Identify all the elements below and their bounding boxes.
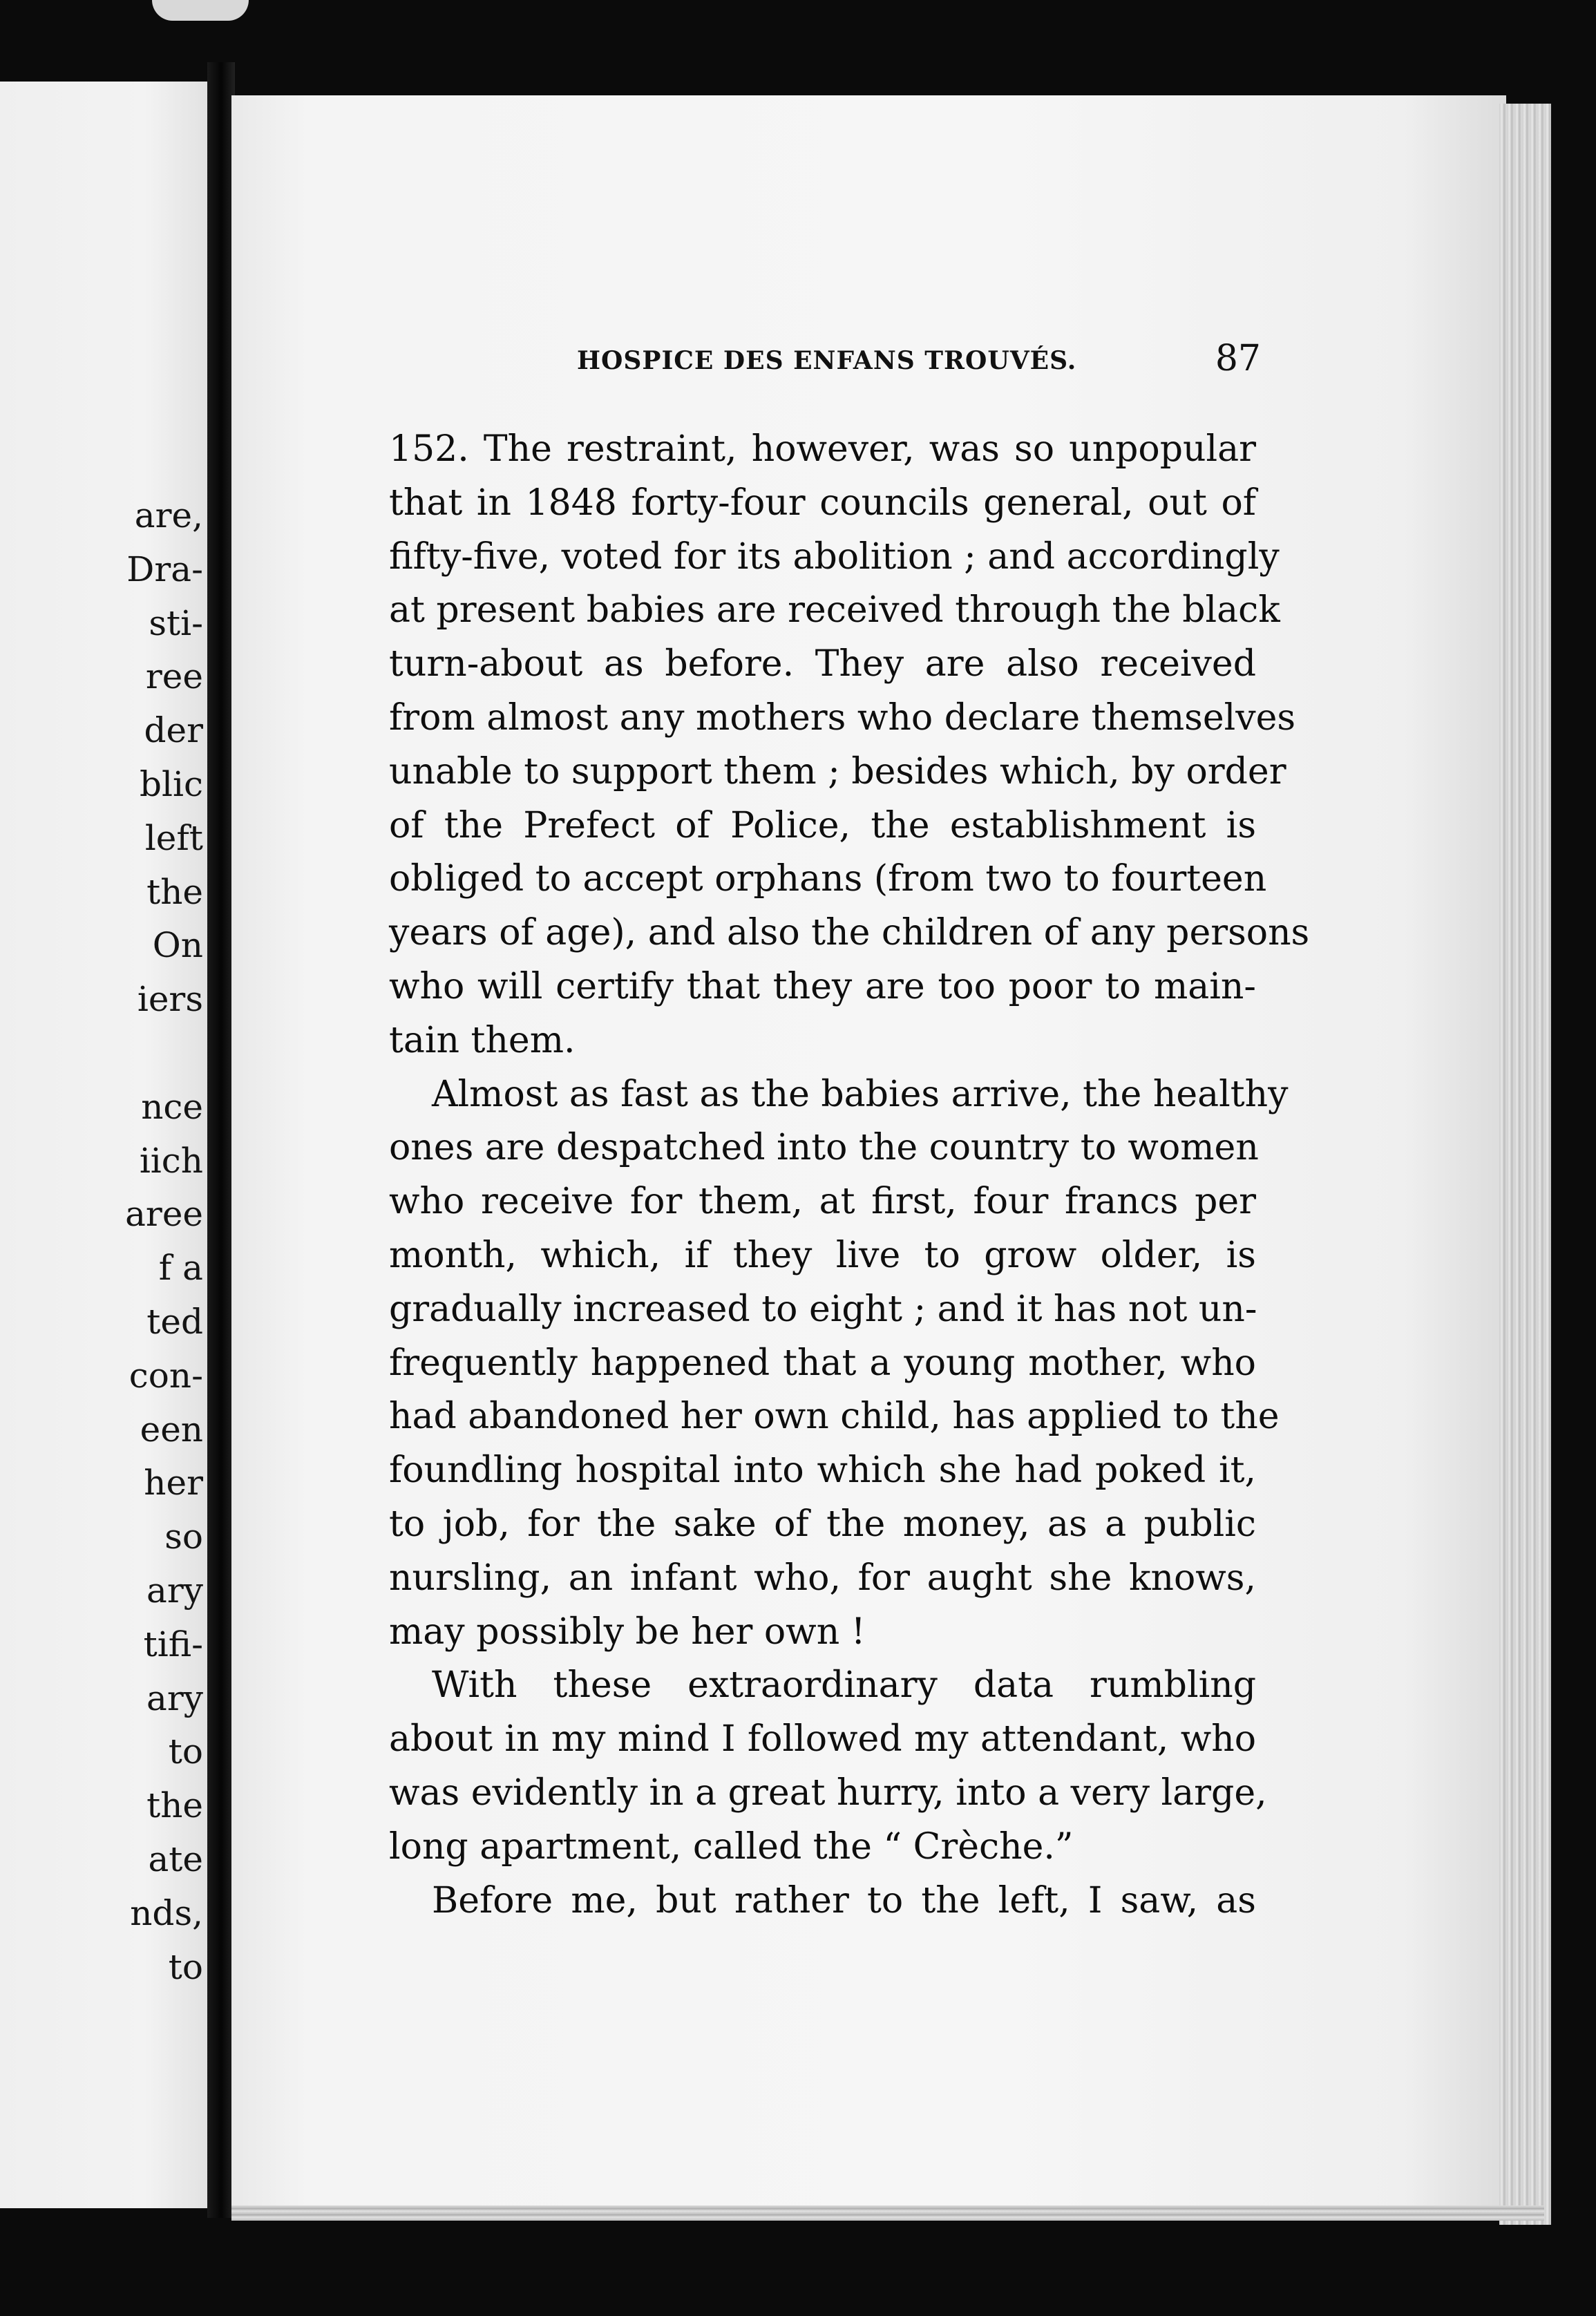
- facing-line: ted: [146, 1301, 203, 1342]
- text-line: 152. The restraint, however, was so unpopular: [389, 428, 1256, 470]
- facing-line: to: [168, 1946, 203, 1987]
- text-line: who will certify that they are too poor to main-: [389, 965, 1256, 1007]
- facing-line: nds,: [130, 1892, 203, 1933]
- facing-line: ary: [146, 1678, 203, 1718]
- facing-line: blic: [140, 763, 203, 804]
- facing-line: nce: [141, 1086, 203, 1127]
- body-text: [389, 423, 1310, 1928]
- running-head: HOSPICE DES ENFANS TROUVÉS.: [577, 346, 1077, 375]
- text-line: month, which, if they live to grow older, is: [389, 1234, 1256, 1276]
- facing-line: tifi-: [143, 1624, 203, 1664]
- facing-line: ree: [145, 656, 203, 697]
- text-line: years of age), and also the children of any persons: [389, 912, 1310, 954]
- text-line: fifty-five, voted for its abolition ; and accordingly: [389, 535, 1280, 578]
- facing-line: Dra-: [126, 549, 203, 589]
- text-line: who receive for them, at first, four francs per: [389, 1181, 1256, 1223]
- text-line: to job, for the sake of the money, as a public: [389, 1503, 1256, 1545]
- facing-line: ary: [146, 1570, 203, 1611]
- facing-page-text: [37, 489, 203, 1994]
- facing-line: aree: [125, 1194, 203, 1235]
- facing-line: On: [152, 925, 203, 966]
- facing-line: der: [144, 710, 203, 751]
- text-line: about in my mind I followed my attendant, who: [389, 1718, 1256, 1760]
- text-line: tain them.: [389, 1019, 576, 1061]
- facing-line: so: [164, 1517, 203, 1557]
- text-line: that in 1848 forty-four councils general, out of: [389, 482, 1256, 524]
- facing-line: the: [146, 871, 203, 912]
- text-line: ones are despatched into the country to women: [389, 1127, 1259, 1169]
- text-line: turn-about as before. They are also received: [389, 643, 1256, 685]
- text-line: from almost any mothers who declare themselves: [389, 696, 1296, 739]
- text-line: long apartment, called the “ Crèche.”: [389, 1825, 1074, 1868]
- facing-line: the: [146, 1785, 203, 1826]
- facing-line: sti-: [149, 602, 203, 643]
- text-line: had abandoned her own child, has applied to the: [389, 1396, 1280, 1438]
- book-gutter: [207, 62, 235, 2218]
- page-number: 87: [1215, 338, 1261, 379]
- text-line: nursling, an infant who, for aught she knows,: [389, 1557, 1256, 1599]
- facing-line: een: [140, 1409, 203, 1450]
- text-line: of the Prefect of Police, the establishment is: [389, 804, 1256, 846]
- text-line: gradually increased to eight ; and it has not un-: [389, 1288, 1257, 1330]
- facing-line: ate: [148, 1839, 203, 1879]
- text-line: may possibly be her own !: [389, 1611, 866, 1653]
- facing-page-left: [0, 82, 207, 2208]
- corner-debris: [152, 0, 249, 21]
- text-line: unable to support them ; besides which, by order: [389, 750, 1286, 792]
- facing-line: con-: [129, 1355, 203, 1396]
- facing-line: iers: [137, 979, 203, 1020]
- facing-line: left: [144, 817, 203, 858]
- text-line: With these extraordinary data rumbling: [432, 1664, 1256, 1707]
- facing-line: [37, 1027, 203, 1081]
- text-line: Before me, but rather to the left, I saw, as: [432, 1879, 1256, 1921]
- page-edges-bottom: [231, 2205, 1544, 2221]
- facing-line: f a: [158, 1248, 203, 1289]
- page-edges-right: [1499, 104, 1551, 2225]
- facing-line: to: [168, 1731, 203, 1772]
- text-line: was evidently in a great hurry, into a very large,: [389, 1772, 1267, 1814]
- facing-line: are,: [134, 495, 203, 535]
- facing-line: her: [144, 1463, 203, 1503]
- text-line: at present babies are received through the black: [389, 589, 1280, 632]
- text-line: frequently happened that a young mother, who: [389, 1342, 1256, 1384]
- text-line: foundling hospital into which she had poked it,: [389, 1450, 1256, 1492]
- text-line: Almost as fast as the babies arrive, the healthy: [432, 1073, 1289, 1115]
- text-line: obliged to accept orphans (from two to fourteen: [389, 858, 1267, 900]
- facing-line: iich: [139, 1140, 203, 1181]
